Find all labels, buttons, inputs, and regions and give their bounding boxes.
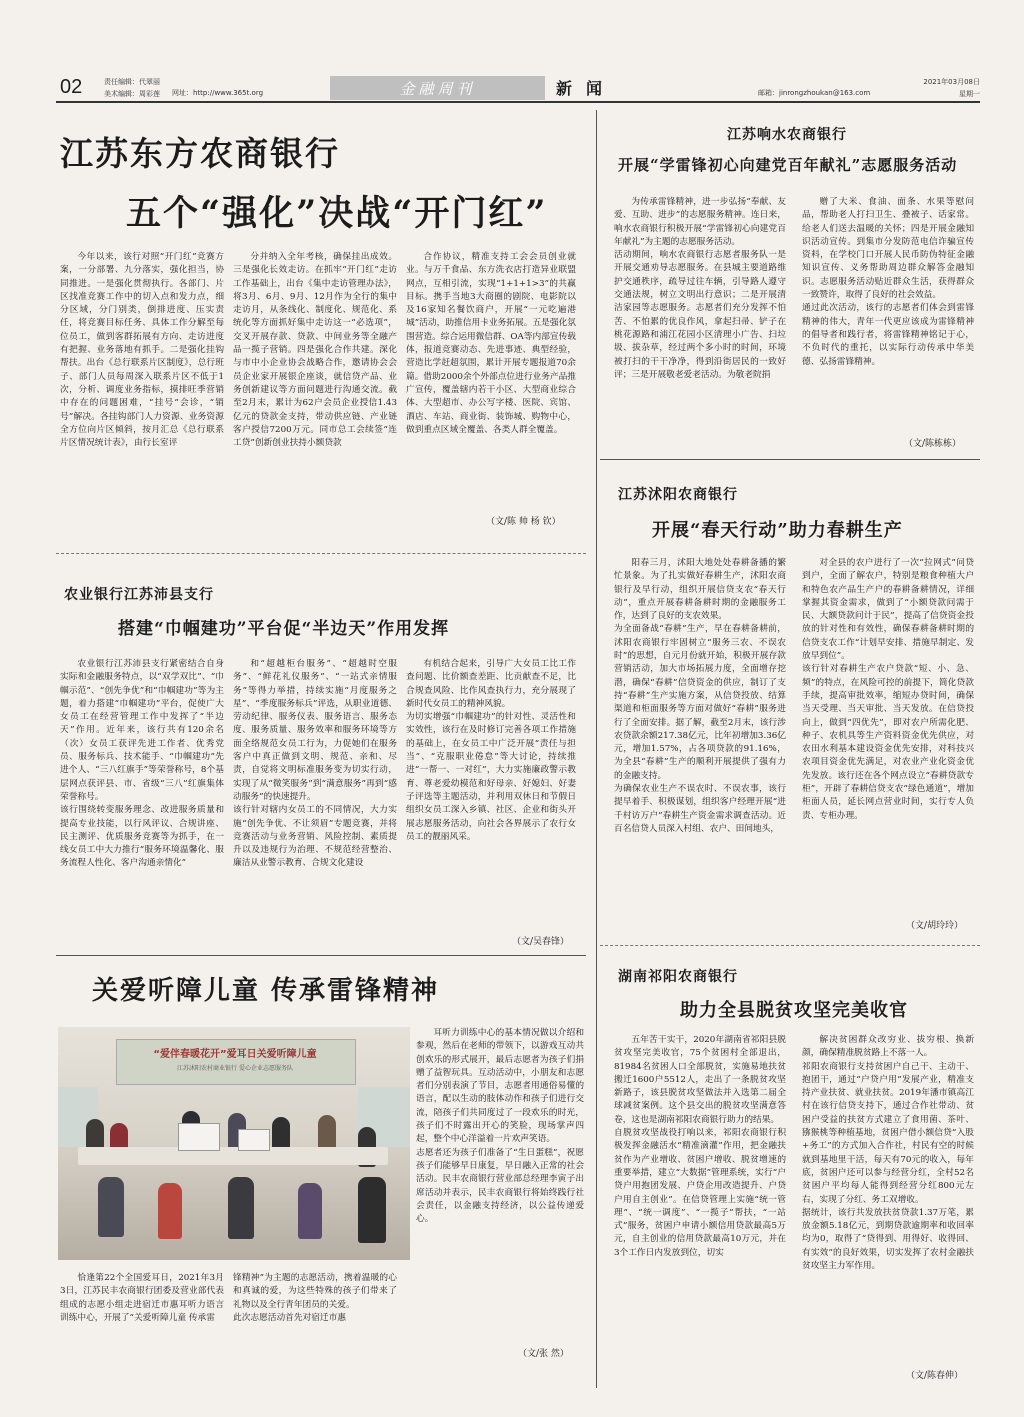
article2-bank: 农业银行江苏沛县支行 [64, 587, 214, 603]
paragraph: 阳春三月，沭阳大地处处春耕备播的繁忙景象。为了扎实做好春耕生产，沭阳农商银行及早行动，组织开展信贷支农“春天行动”，重点开展春耕备耕时期的金融服务工作，达到了良好的支农效果。 为全面备战“春耕”生产，早在春耕备耕前，沭阳农商银行牢固树立“服务三农、不误农时”的思想，自元月份就开始，积极开展存款营销活动，加大市场拓展力度，全面增存挖潜，确保“春耕”信贷资金的供应，制订了支持“春耕”生产实施方案，从信贷投放、结算渠道和柜面服务等方面对做好“春耕”服务进行了全面安排。据了解，截至2月末，该行涉农贷款余额217.38亿元，比年初增加3.36亿元，增加1.57%，占各项贷款的91.16%，为全县“春耕”生产的顺利开展提供了强有力的金融支持。 为确保农业生产不误农时、不误农事，该行提早着手、积极谋划，组织客户经理开展“进千村访万户”春耕生产资金需求调查活动。近百名信贷人员深入村组、农户、田间地头， [614, 558, 786, 834]
article3-col3 [416, 1027, 584, 1345]
article4-col2 [802, 196, 974, 436]
photo-banner-text: “爱伴春暖花开”爱耳日关爱听障儿童 [153, 1049, 317, 1060]
header-rule [56, 101, 980, 103]
website: 网址：http://www.365t.org [172, 89, 264, 97]
paragraph: 对全县的农户进行了一次“拉网式”问贷到户，全面了解农户，特别是粮食种植大户和特色农产品生产户的春耕备耕情况，详细掌握其资金需求，做到了“小额贷款问需于民、大额贷款问计于民”，提高了信贷资金投放的针对性和有效性，确保春耕备耕时期的信贷支农工作“计划早安排、措施早制定、发放早到位”。 该行针对春耕生产农户贷款“短、小、急、频”的特点，在风险可控的前提下，简化贷款手续，提高审批效率，缩短办贷时间，确保当天受理、当天审批、当天发放。在信贷投向上，做到“四优先”，即对农户所需化肥、种子、农机具等生产资料资金优先供应，对农田水利基本建设资金优先安排，对科技兴农项目资金优先满足，对农业产业化资金优先发放。该行还在各个网点设立“春耕贷款专柜”，开辟了春耕信贷支农“绿色通道”，增加柜面人员，延长网点营业时间，实行专人负责、专柜办理。 [802, 558, 974, 821]
article2-col2-text: 和“超越柜台服务”、“超越时空服务”、“鲜花礼仪服务”、“一站式亲情服务”等得力举措，持续实施“月度服务之星”、“季度服务标兵”评选，从职业道德、劳动纪律、服务仪表、服务语言、服务态度、服务质量、服务效率和服务环境等方面全络规范女员工行为，力促她们在服务客户中真正做到文明、规范、亲和、尽责，自觉将文明标准服务变为切实行动，实现了从“微笑服务”到“满意服务”再到“感动服务”的快速提升。 该行针对辖内女员工的不同情况，大力实施“创先争优、不让须眉”专题竞赛，并将竞赛活动与业务营销、风险控制、素质提升以及违规行为治理、不规范经营整治、廉洁从业警示教育、合规文化建设 [233, 659, 397, 869]
photo-child [298, 1183, 322, 1239]
masthead: 金融周刊 [330, 76, 545, 100]
section-divider [600, 459, 980, 460]
article1-bank: 江苏东方农商银行 [60, 134, 340, 173]
article2-col3 [406, 658, 576, 928]
article6-title: 助力全县脱贫攻坚完美收官 [680, 1000, 908, 1021]
email: 邮箱：jinrongzhoukan@163.com [758, 89, 871, 97]
article1-col1 [60, 251, 224, 537]
photo-child [98, 1177, 124, 1237]
photo-child [228, 1177, 254, 1239]
article5-title: 开展“春天行动”助力春耕生产 [652, 520, 903, 541]
date: 2021年03月08日 [923, 78, 980, 86]
weekday: 星期一 [959, 90, 980, 98]
art-editor-line: 美术编辑：周彩莲 [104, 90, 160, 98]
article4-col1 [614, 196, 786, 449]
article5-col1 [614, 557, 786, 939]
article1-title: 五个“强化”决战“开门红” [126, 193, 548, 234]
section-divider [56, 955, 586, 956]
column-divider [596, 110, 597, 1388]
photo-child [358, 1177, 386, 1243]
article6-col2 [802, 1034, 974, 1367]
article2-col3-text: 有机结合起来，引导广大女员工比工作查问题、比价额查差距、比贡献查不足，比合规查风险、比作风查执行力，充分展现了新时代女员工的精神风貌。 为切实增强“巾帼建功”的针对性、灵活性和实效性，该行在及时修订完善各项工作措施的基础上，在女员工中广泛开展“责任与担当”、“克服职业倦怠”等大讨论，持续推进“一帮一、一对红”，大力实施廉政警示教育、尊老爱幼模范和好母亲、好媳妇、好妻子评选等主题活动，并利用双休日和节假日组织女员工深入乡镇、社区、企业和街头开展志愿服务活动，向社会各界展示了农行女员工的靓丽风采。 [406, 659, 576, 842]
paragraph: 合作协议，精准支持工会会员创业就业。与万千食品、东方洗衣店打造异业联盟网点，互相引流，实现“1+1+1>3”的共赢目标。携手当地3大商圈的剧院、电影院以及16家知名餐饮商户，开展“一元吃遍港城”活动，助推信用卡业务拓展。五是强化氛围营造。综合运用微信群、OA等内部宣传载体，报道竞赛动态、先进事迹、典型经验，营造比学赶超氛围，累计开展专题报道70余篇。借助2000余个外部点位进行业务产品推广宣传，覆盖辖内若干小区、大型商业综合体、大型超市、办公写字楼、医院、宾馆、酒店、车站、商业街、装饰城、购物中心，做到重点区域全覆盖、各类人群全覆盖。 [406, 252, 576, 435]
page-number: 02 [60, 76, 83, 98]
paragraph: 赠了大米、食油、面条、水果等慰问品，帮助老人打扫卫生、叠被子、话家常。给老人们送去温暖的关怀；四是开展金融知识活动宣传。到集市分发防范电信诈骗宣传资料，在学校门口开展人民币防伪特征金融知识宣传、义务帮助周边群众解答金融知识。志愿服务活动贴近群众生活，获得群众一致赞许，取得了良好的社会效益。 通过此次活动，该行的志愿者们体会到雷锋精神的伟大，青年一代更应该成为雷锋精神的倡导者和践行者，将雷锋精神铭记于心，不负时代的重托，以实际行动传承中华美德、弘扬雷锋精神。 [802, 197, 974, 367]
article2-col2 [233, 658, 397, 944]
paragraph: 为传承雷锋精神，进一步弘扬“奉献、友爱、互助、进步”的志愿服务精神。连日来，响水农商银行积极开展“学雷锋初心向建党百年献礼”为主题的志愿服务活动。 活动期间，响水农商银行志愿者服务队一是开展交通劝导志愿服务。在县城主要道路维护交通秩序，疏导过往车辆，引导路人遵守交通法规，树立文明出行意识；二是开展清洁家园等志愿服务。志愿者们充分发挥不怕苦、不怕累的优良作风，拿起扫帚、铲子在桃花源路和浦江花园小区清理小广告、扫垃圾、拔杂草，经过两个多小时的时间，环境被打扫的干干净净，得到沿街居民的一致好评；三是开展敬老爱老活动。为敬老院捐 [614, 197, 786, 380]
article1-col3 [406, 251, 576, 521]
paragraph: 耳听力训练中心的基本情况做以介绍和参观，然后在老师的带领下，以游戏互动共创欢乐的形式展开，最后志愿者为孩子们捐赠了益智玩具。互动活动中，小朋友和志愿者们分别表演了节目，志愿者用通俗易懂的语言，配以生动的肢体动作和孩子们进行交流，陪孩子们共同度过了一段欢乐的时光，孩子们不时露出开心的笑脸，现场掌声四起，整个中心洋溢着一片欢声笑语。 志愿者还为孩子们准备了“生日蛋糕”，祝愿孩子们能够早日康复，早日融入正常的社会活动。民丰农商银行营业部总经理李寅子出席活动并表示，民丰农商银行将始终践行社会责任，以金融支持经济，以公益传递爱心。 [416, 1028, 584, 1225]
article4-title: 开展“学雷锋初心向建党百年献礼”志愿服务活动 [618, 156, 958, 174]
photo-gift-box [178, 1123, 220, 1151]
article4-byline: （文/陈栋栋） [904, 439, 962, 449]
article4-bank: 江苏响水农商银行 [727, 127, 847, 143]
photo-child [158, 1183, 182, 1239]
article3-col2 [233, 1272, 397, 1382]
article2-col1-text: 农业银行江苏沛县支行紧密结合自身实际和金融服务特点，以“双学双比”、“巾帼示范”、“创先争优”和“巾帼建功”等为主题，着力搭建“巾帼建功”平台，促使广大女员工在经营管理工作中发挥了“半边天”作用。近年来，该行共有120余名（次）女员工获评先进工作者、优秀党员、服务标兵、技术能手、“巾帼建功”先进个人、“三八红旗手”等荣誉称号，8个基层网点获评县、市、省级“三八”红旗集体荣誉称号。 该行围绕转变服务理念、改进服务质量和提高专业技能，以行风评议、合规讲座、民主测评、优质服务竞赛等为抓手，在一线女员工中大力推行“服务环境温馨化、服务流程人性化、客户沟通亲情化” [60, 659, 224, 869]
article1-col2 [233, 251, 397, 537]
paragraph: 五年苦干实干，2020年湖南省祁阳县脱贫攻坚完美收官，75个贫困村全部退出，81984名贫困人口全部脱贫，实施易地扶贫搬迁1600户5512人，走出了一条脱贫攻坚新路子，该县脱贫攻坚做法并入选第二届全球减贫案例。这个县交出的脱贫攻坚满意答卷，这也是湖南祁阳农商银行助力的结果。 自脱贫攻坚战役打响以来，祁阳农商银行积极发挥金融活水“精准滴灌”作用，把金融扶贫作为产业增收、贫困户增收、脱贫增速的重要举措，建立“大数据”管理系统，实行“户贷户用抱团发展、户贷企用改造提升、户贷户用自主创业”。在信贷管理上实施“统一管理”、“统一调度”、“一揽子”帮扶，“一站式”服务，贫困户申请小额信用贷款最高5万元，自主创业的信用贷款最高10万元，并在3个工作日内发放到位，切实 [614, 1035, 786, 1258]
article3-title: 关爱听障儿童 传承雷锋精神 [92, 976, 440, 1006]
issue-date [920, 76, 980, 100]
article6-bank: 湖南祁阳农商银行 [618, 969, 738, 985]
editor-line: 责任编辑：代翠丽 [104, 78, 160, 86]
paragraph: 今年以来，该行对照“开门红”竞赛方案，一分部署、九分落实，强化担当，协同推进。一是强化贯彻执行。各部门、片区找准竞赛工作中的切入点和发力点，细分区域，分门别类，倒排进度、压实责任，将竞赛目标任务、具体工作分解至每位员工，做到客群拓展有方向、走访进度有把握、业务落地有抓手。二是强化挂钩帮扶。出台《总行联系片区制度》，总行班子、部门人员每周深入联系片区不低于1次，分析、调度业务指标，摸排旺季营销中存在的问题困难，“挂号”会诊，“销号”解决。各挂钩部门人力资源、业务资源全方位向片区倾斜，按月汇总《总行联系片区情况统计表》，由行长室评 [60, 252, 224, 449]
event-photo [58, 1027, 410, 1260]
photo-table [78, 1147, 388, 1165]
article3-byline: （文/张 然） [518, 1349, 569, 1359]
article2-title: 搭建“巾帼建功”平台促“半边天”作用发挥 [118, 619, 450, 639]
article6-col1 [614, 1034, 786, 1384]
paragraph: 恰逢第22个全国爱耳日，2021年3月3日，江苏民丰农商银行团委及营业部代表组成的志愿小组走进宿迁市惠耳听力语言训练中心，开展了“关爱听障儿童 传承雷 [60, 1273, 224, 1323]
article6-byline: （文/陈春伸） [906, 1371, 964, 1381]
paragraph: 分并纳入全年考核，确保挂出成效。三是强化长效走访。在抓牢“开门红”走访工作基础上，出台《集中走访管理办法》，将3月、6月、9月、12月作为全行的集中走访月，从条线化、制度化、规范化、系统化等方面抓好集中走访这一“必选项”，交叉开展存款、贷款、中间业务等全融产品一揽子营销。四是强化合作共建。深化与市中小企业协会战略合作，邀请协会会员企业家开展银企座谈，就信贷产品、业务创新建议等方面问题进行沟通交流。截至2月末，累计为62户会员企业授信1.43亿元的贷款金支持，带动供应链、产业链客户授信7200万元。同市总工会续签“连工贷”创新创业扶持小额贷款 [233, 252, 397, 449]
article5-col2 [802, 557, 974, 923]
section-name: 新闻 [556, 79, 617, 98]
article1-byline: （文/陈 帅 杨 钦） [486, 517, 561, 527]
editor-credits [104, 76, 160, 100]
paragraph: 锋精神”为主题的志愿活动，携着温暖的心和真诚的爱，为这些特殊的孩子们带来了礼物以及全行青年团员的关爱。 此次志愿活动首先对宿迁市惠 [233, 1273, 397, 1323]
paragraph: 解决贫困群众改穷业、拔穷根、换新颜，确保精准脱贫路上不落一人。 祁阳农商银行支持贫困户自己干、主动干、抱团干，通过“户贷户用”发展产业，精准支持产业扶贫、就业扶贫。2019年潘市镇高江村在该行信贷支持下，通过合作社带动、贫困户受益的扶贫方式建立了食用菌、茶叶、猕猴桃等种植基地，贫困户借小额信贷“入股+务工”的方式加入合作社，村民有空的时候就到基地里干活，每天有70元的收入，每年底，贫困户还可以参与经营分红，全村52名贫困户平均每人能得到经营分红800元左右，实现了分红、务工双增收。 据统计，该行共发放扶贫贷款1.37万笔，累放金额5.18亿元，到期贷款逾期率和收回率均为0，取得了“贷得到、用得好、收得回、有实效”的良好效果，切实发挥了农村金融扶贫攻坚主力军作用。 [802, 1035, 974, 1272]
photo-subbanner: 江苏沭阳农村商业银行 爱心企业志愿服务队 [177, 1065, 293, 1072]
article3-col1 [60, 1272, 224, 1382]
article2-byline: （文/吴春锋） [512, 937, 570, 947]
article5-bank: 江苏沭阳农商银行 [618, 487, 738, 503]
dashed-divider [600, 945, 980, 946]
photo-gift-box [238, 1129, 270, 1151]
dashed-divider [56, 553, 586, 554]
article2-col1 [60, 658, 224, 944]
article5-byline: （文/胡玲玲） [906, 921, 964, 931]
